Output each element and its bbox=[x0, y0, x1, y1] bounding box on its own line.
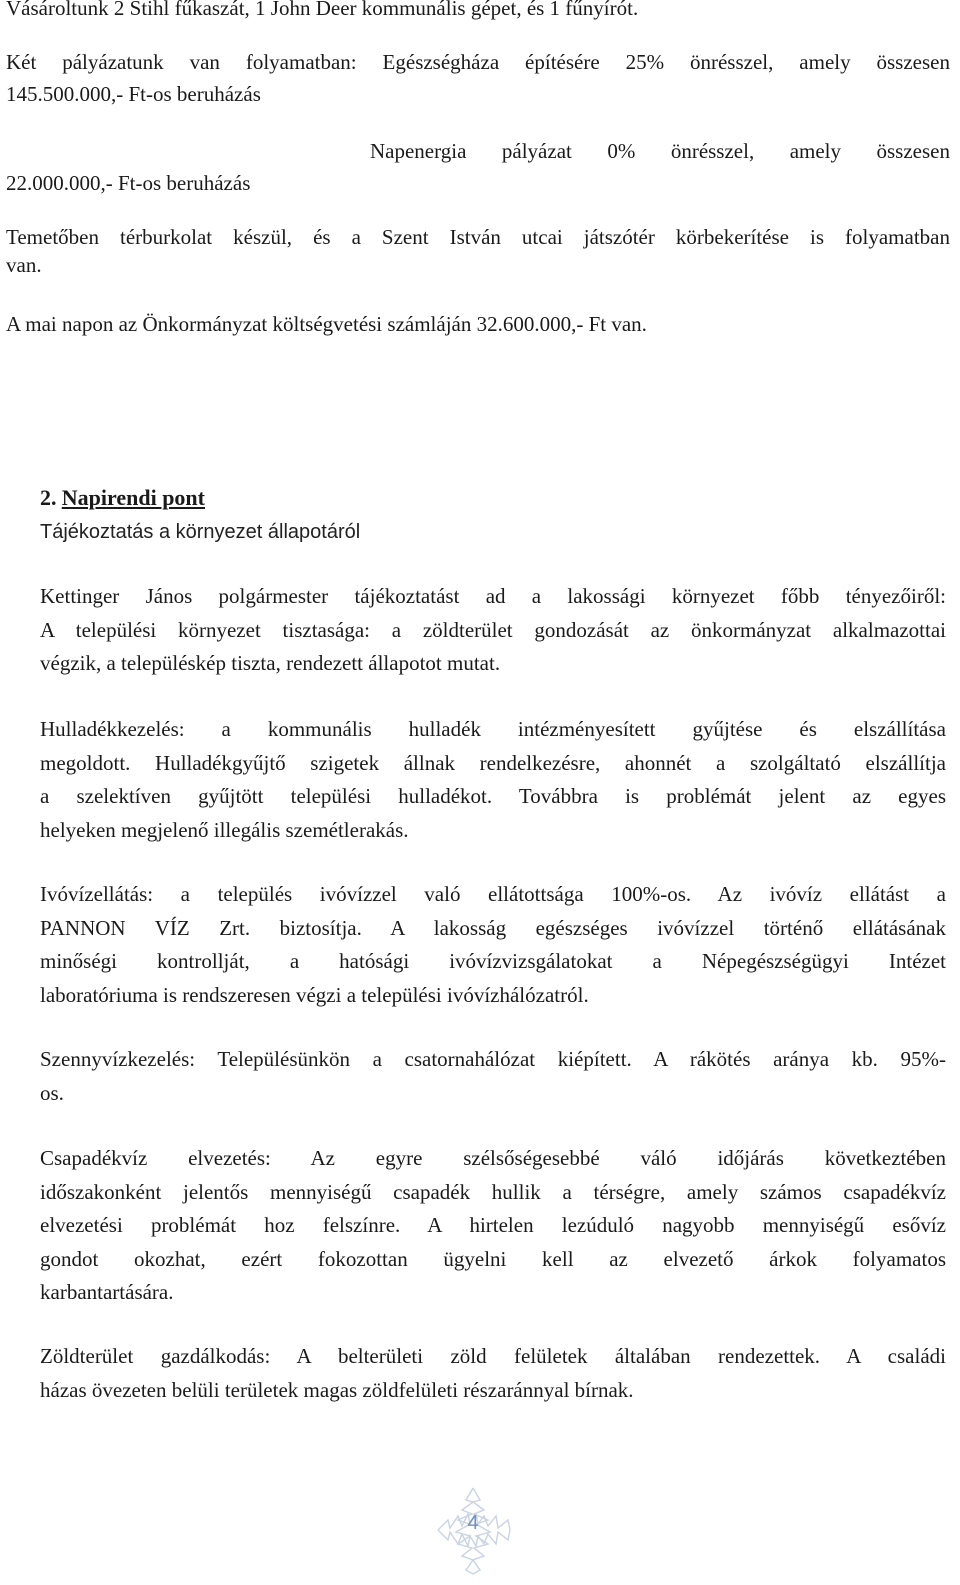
paragraph-sewage: Szennyvízkezelés: Településünkön a csatornahálózat kiépített. A rákötés aránya kb. 95%- os. bbox=[40, 1047, 946, 1105]
paragraph-balance: A mai napon az Önkormányzat költségvetési számláján 32.600.000,- Ft van. bbox=[6, 312, 647, 336]
paragraph-intro: Kettinger János polgármester tájékoztatást ad a lakossági környezet főbb tényezőiről: A települési környezet tisztasága: a zöldterület gondozását az önkormányzat alkalmazottai végzik, a településkép tiszta, rendezett állapotot mutat. bbox=[40, 584, 946, 676]
paragraph-purchases: Vásároltunk 2 Stihl fűkaszát, 1 John Deer kommunális gépet, és 1 fűnyírót. bbox=[6, 0, 639, 20]
agenda-number: 2. bbox=[40, 485, 57, 510]
agenda-title: Napirendi pont bbox=[61, 485, 205, 510]
paragraph-grants: Két pályázatunk van folyamatban: Egészségháza építésére 25% önrésszel, amely összesen 145.500.000,- Ft-os beruházás bbox=[6, 50, 950, 106]
paragraph-green-areas: Zöldterület gazdálkodás: A belterületi zöld felületek általában rendezettek. A családi házas övezeten belüli területek magas zöldfelületi részaránnyal bírnak. bbox=[40, 1344, 946, 1402]
paragraph-cemetery: Temetőben térburkolat készül, és a Szent István utcai játszótér körbekerítése is folyamatban van. bbox=[6, 225, 950, 277]
agenda-heading bbox=[40, 484, 640, 512]
paragraph-rainwater: Csapadékvíz elvezetés: Az egyre szélsőségesebbé váló időjárás következtében időszakonként jelentős mennyiségű csapadék hullik a térségre, amely számos csapadékvíz elvezetési problémát hoz felszínre. A hirtelen lezúduló nagyobb mennyiségű esővíz gondot okozhat, ezért fokozottan ügyelni kell az elvezető árkok folyamatos karbantartására. bbox=[40, 1146, 946, 1305]
paragraph-solar-grant: Napenergia pályázat 0% önrésszel, amely összesen 22.000.000,- Ft-os beruházás bbox=[6, 139, 950, 195]
paragraph-waste: Hulladékkezelés: a kommunális hulladék intézményesített gyűjtése és elszállítása megoldott. Hulladékgyűjtő szigetek állnak rendelkezésre, ahonnét a szolgáltató elszállítja a szelektíven gyűjtött települési hulladékot. Továbbra is problémát jelent az egyes helyeken megjelenő illegális szemétlerakás. bbox=[40, 717, 946, 842]
page-number: 4 bbox=[467, 1512, 479, 1534]
paragraph-drinking-water: Ivóvízellátás: a település ivóvízzel való ellátottsága 100%-os. Az ivóvíz ellátást a PANNON VÍZ Zrt. biztosítja. A lakosság egészséges ivóvízzel történő ellátásának minőségi kontrollját, a hatósági ivóvízvizsgálatokat a Népegészségügyi Intézet laboratóriuma is rendszeresen végzi a települési ivóvízhálózatról. bbox=[40, 882, 946, 1007]
agenda-subtitle: Tájékoztatás a környezet állapotáról bbox=[40, 521, 361, 543]
